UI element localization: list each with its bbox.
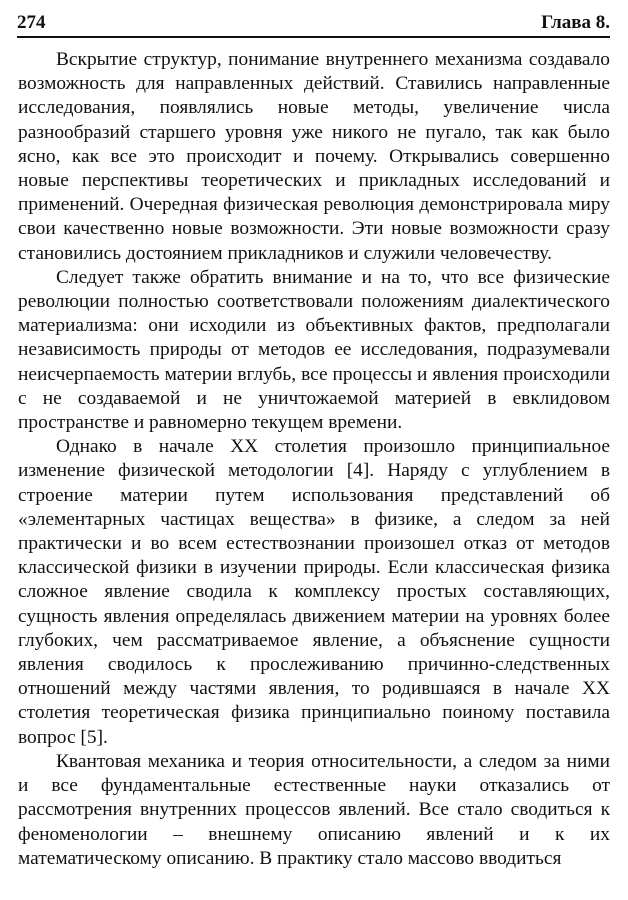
page-header — [17, 10, 610, 38]
paragraph: Следует также обратить внимание и на то, что все физические революции полностью соответствовали положениям диалектического материализма: они исходили из объективных фактов, предполагали независимость природы от методов ее исследования, подразумевали неисчерпаемость материи вглубь, все процессы и явления происходили с не создаваемой и не уничтожаемой материей в евклидовом пространстве и равномерно текущем времени. — [18, 266, 610, 434]
paragraph: Квантовая механика и теория относительности, а следом за ними и все фундаментальные естественные науки отказались от рассмотрения внутренних процессов явлений. Все стало сводиться к феноменологии – внешнему описанию явлений и к их математическому описанию. В практику стало массово вводиться — [18, 750, 610, 869]
paragraph: Однако в начале XX столетия произошло принципиальное изменение физической методологии [4]. Наряду с углублением в строение материи путем использования представлений об «элементарных частицах вещества» в физике, а следом за ней практически и во всем естествознании произошел отказ от методов классической физики в изучении природы. Если классическая физика сложное явление сводила к комплексу простых составляющих, сущность явления определялась движением материи на уровнях более глубоких, чем рассматриваемое явление, а объяснение сущности явления сводилось к прослеживанию причинно-следственных отношений между частями явления, то родившаяся в начале XX столетия теоретическая физика принципиально поиному поставила вопрос [5]. — [18, 436, 610, 748]
paragraph: Вскрытие структур, понимание внутреннего механизма создавало возможность для направленных действий. Ставились направленные исследования, появлялись новые методы, увеличение числа разнообразий старшего уровня уже никого не пугало, так как было ясно, как все это происходит и почему. Открывались совершенно новые перспективы теоретических и прикладных исследований и применений. Очередная физическая революция демонстрировала миру свои качественно новые возможности. Эти новые возможности сразу становились достоянием прикладников и служили человечеству. — [18, 49, 610, 264]
chapter-title: Глава 8. — [541, 12, 610, 33]
page-body — [18, 48, 610, 871]
page-number: 274 — [17, 12, 46, 33]
